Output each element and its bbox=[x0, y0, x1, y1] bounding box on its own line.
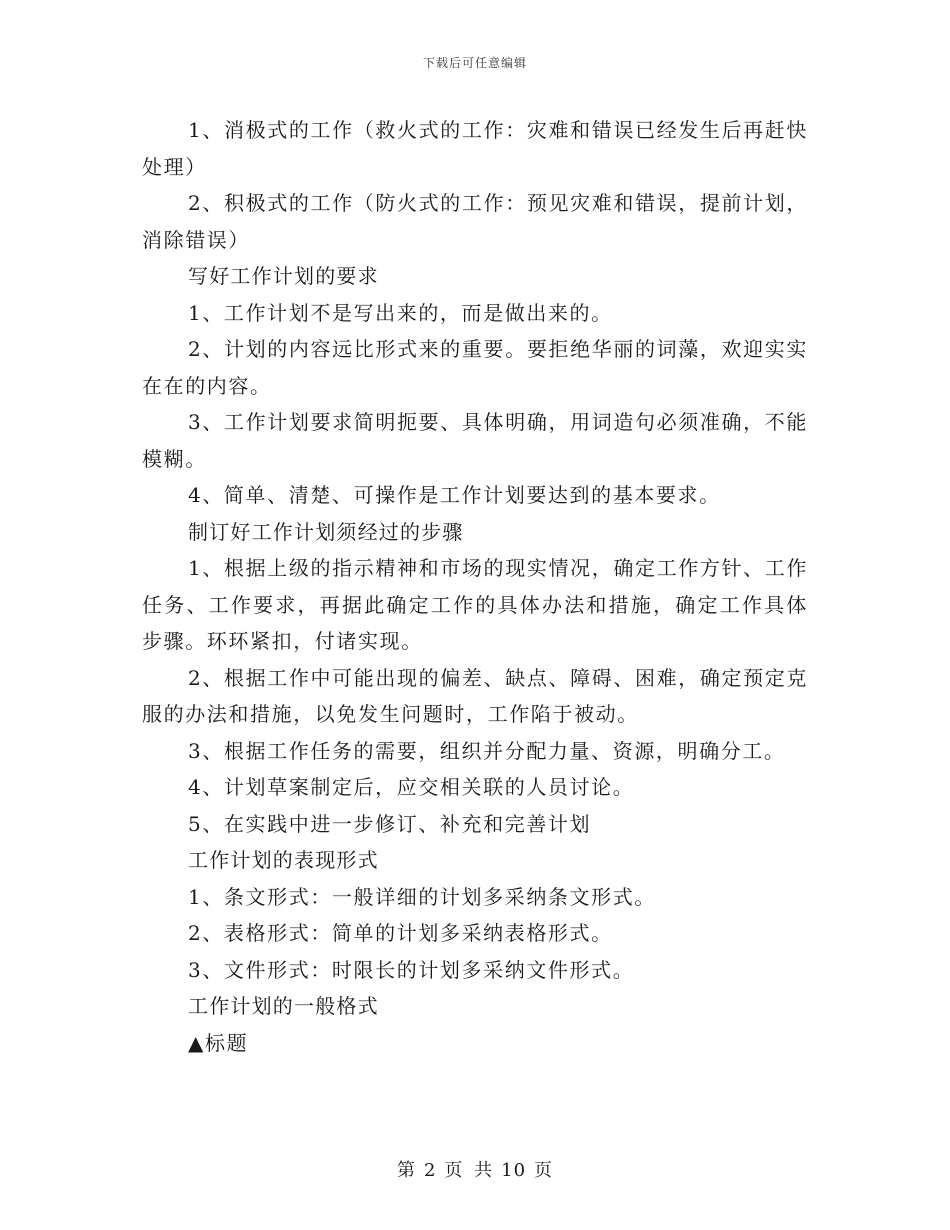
section-heading-steps: 制订好工作计划须经过的步骤 bbox=[188, 519, 464, 544]
paragraph-9: 3、根据工作任务的需要，组织并分配力量、资源，明确分工。 bbox=[188, 738, 786, 763]
total-pages-number: 10 bbox=[501, 1160, 527, 1181]
document-body bbox=[142, 112, 808, 1061]
paragraph-2: 2、积极式的工作（防火式的工作：预见灾难和错误，提前计划，消除错误） bbox=[142, 191, 808, 252]
section-heading-forms: 工作计划的表现形式 bbox=[188, 848, 379, 872]
section-heading-requirements: 写好工作计划的要求 bbox=[188, 264, 379, 288]
paragraph-4: 2、计划的内容远比形式来的重要。要拒绝华丽的词藻，欢迎实实在在的内容。 bbox=[142, 337, 808, 398]
paragraph-14: 3、文件形式：时限长的计划多采纳文件形式。 bbox=[188, 957, 635, 982]
paragraph-12: 1、条文形式：一般详细的计划多采纳条文形式。 bbox=[188, 884, 656, 909]
paragraph-5: 3、工作计划要求简明扼要、具体明确，用词造句必须准确，不能模糊。 bbox=[142, 410, 808, 471]
paragraph-13: 2、表格形式：简单的计划多采纳表格形式。 bbox=[188, 921, 613, 945]
paragraph-8: 2、根据工作中可能出现的偏差、缺点、障碍、困难，确定预定克服的办法和措施，以免发生问题时，工作陷于被动。 bbox=[142, 665, 808, 726]
paragraph-6: 4、简单、清楚、可操作是工作计划要达到的基本要求。 bbox=[188, 483, 721, 507]
header-note: 下载后可任意编辑 bbox=[422, 56, 527, 70]
page-label-prefix: 第 bbox=[396, 1160, 416, 1181]
paragraph-11: 5、在实践中进一步修订、补充和完善计划 bbox=[188, 811, 592, 836]
paragraph-7: 1、根据上级的指示精神和市场的现实情况，确定工作方针、工作任务、工作要求，再据此确定工作的具体办法和措施，确定工作具体步骤。环环紧扣，付诸实现。 bbox=[142, 556, 808, 653]
page-label-mid: 页 共 bbox=[444, 1160, 494, 1181]
paragraph-10: 4、计划草案制定后，应交相关联的人员讨论。 bbox=[188, 775, 635, 799]
subheading-title: ▲标题 bbox=[188, 1030, 249, 1055]
paragraph-1: 1、消极式的工作（救火式的工作：灾难和错误已经发生后再赶快处理） bbox=[142, 118, 808, 179]
section-heading-format: 工作计划的一般格式 bbox=[188, 994, 379, 1018]
page-label-suffix: 页 bbox=[534, 1160, 554, 1181]
current-page-number: 2 bbox=[423, 1160, 437, 1181]
page-footer bbox=[0, 1156, 950, 1182]
paragraph-3: 1、工作计划不是写出来的，而是做出来的。 bbox=[188, 300, 613, 325]
